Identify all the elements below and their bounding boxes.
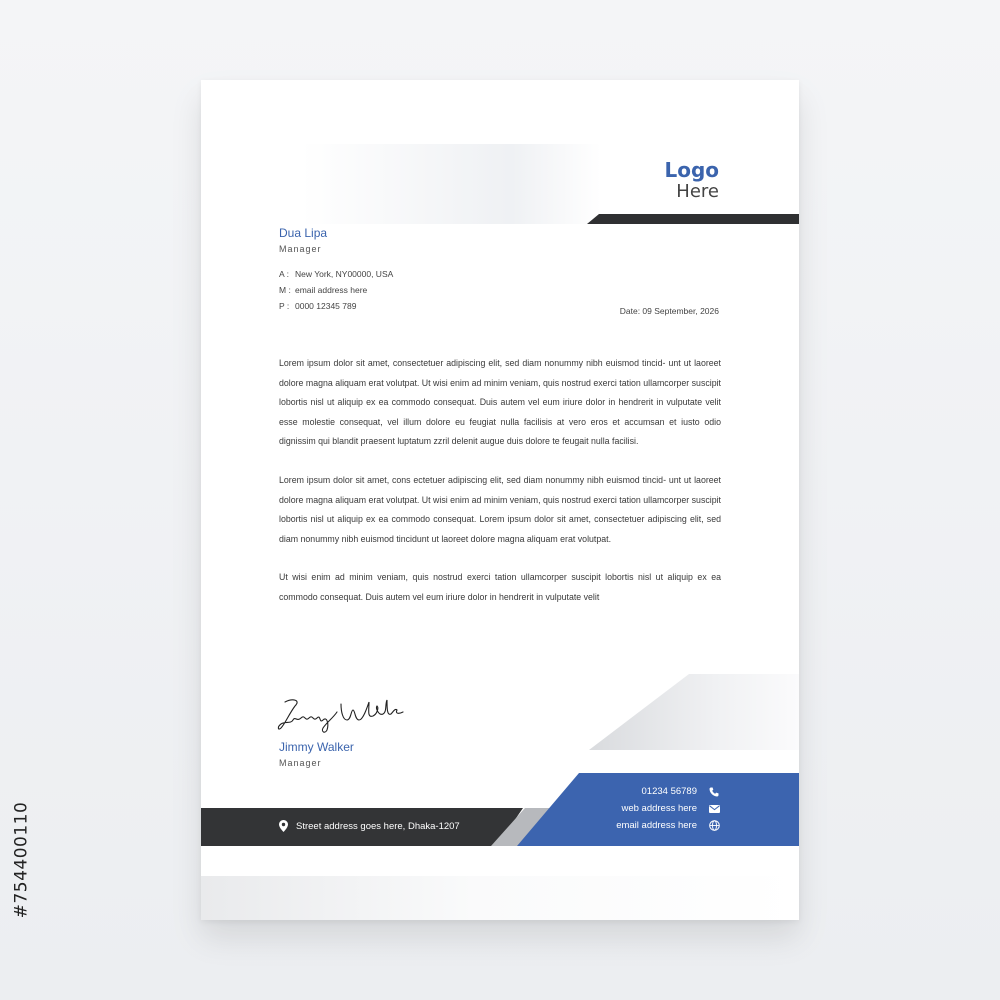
- footer-web-row: [616, 800, 721, 817]
- envelope-icon: [707, 805, 721, 813]
- location-pin-icon: [279, 820, 288, 832]
- signer-name: Jimmy Walker: [279, 740, 354, 754]
- footer-address-text: Street address goes here, Dhaka-1207: [296, 820, 460, 832]
- sender-block: [279, 226, 327, 254]
- sender-contact-list: [279, 266, 393, 314]
- footer-email: email address here: [616, 820, 697, 831]
- body-paragraph: Lorem ipsum dolor sit amet, cons ectetuer adipiscing elit, sed diam nonummy nibh euismod tincid- unt ut laoreet dolore magna aliquam erat volutpat. Ut wisi enim ad minim veniam, quis nostrud exerci tation ullamcorper suscipit lobortis nisl ut aliquip ex ea commodo consequat. Lorem ipsum dolor sit amet, consectetuer adipiscing elit, sed diam nonummy nibh euismod tincidunt ut laoreet dolore magna aliquam erat volutpat.: [279, 474, 721, 544]
- letter-body: [279, 354, 721, 627]
- footer-grey-shape: [589, 674, 799, 750]
- footer-address: [279, 820, 460, 832]
- contact-row-phone: [279, 298, 393, 314]
- contact-value: email address here: [295, 285, 368, 295]
- contact-key: A :: [279, 269, 289, 279]
- sender-role: Manager: [279, 244, 322, 254]
- logo-sub-text: Here: [676, 181, 719, 202]
- contact-value: 0000 12345 789: [295, 301, 357, 311]
- footer-contact-list: [616, 783, 721, 834]
- contact-value: New York, NY00000, USA: [295, 269, 394, 279]
- letterhead-page: [201, 80, 799, 920]
- letter-date: Date: 09 September, 2026: [619, 306, 719, 316]
- bottom-shade: [201, 876, 799, 920]
- contact-row-address: [279, 266, 393, 282]
- stock-id-label: #754400110: [11, 801, 31, 919]
- contact-key: M :: [279, 285, 291, 295]
- logo: [664, 160, 719, 201]
- footer-web: web address here: [621, 803, 697, 814]
- footer-phone-row: [616, 783, 721, 800]
- header-accent-bar: [587, 214, 799, 224]
- contact-row-email: [279, 282, 393, 298]
- body-paragraph: Ut wisi enim ad minim veniam, quis nostrud exerci tation ullamcorper suscipit lobortis nisl ut aliquip ex ea commodo consequat. Duis autem vel eum iriure dolor in hendrerit in vulputate velit: [279, 572, 721, 602]
- footer-email-row: [616, 817, 721, 834]
- contact-key: P :: [279, 301, 290, 311]
- body-paragraph: Lorem ipsum dolor sit amet, consectetuer adipiscing elit, sed diam nonummy nibh euismod tincid- unt ut laoreet dolore magna aliquam erat volutpat. Ut wisi enim ad minim veniam, quis nostrud exerci tation ullamcorper suscipit lobortis nisl ut aliquip ex ea commodo consequat. Duis autem vel eum iriure dolor in hendrerit in vulputate velit esse molestie consequat, vel illum dolore eu feugiat nulla facilisis at vero eros et accumsan et iusto odio dignissim qui blandit praesent luptatum zzril delenit augue duis dolore te feugait nulla facilisi.: [279, 358, 721, 447]
- phone-icon: [707, 787, 721, 797]
- signer-role: Manager: [279, 758, 322, 768]
- footer-phone: 01234 56789: [641, 786, 697, 797]
- header-shade: [301, 144, 601, 224]
- globe-icon: [707, 820, 721, 831]
- sender-name: Dua Lipa: [279, 226, 328, 240]
- logo-main-text: Logo: [664, 158, 719, 182]
- handwritten-signature: [275, 694, 405, 734]
